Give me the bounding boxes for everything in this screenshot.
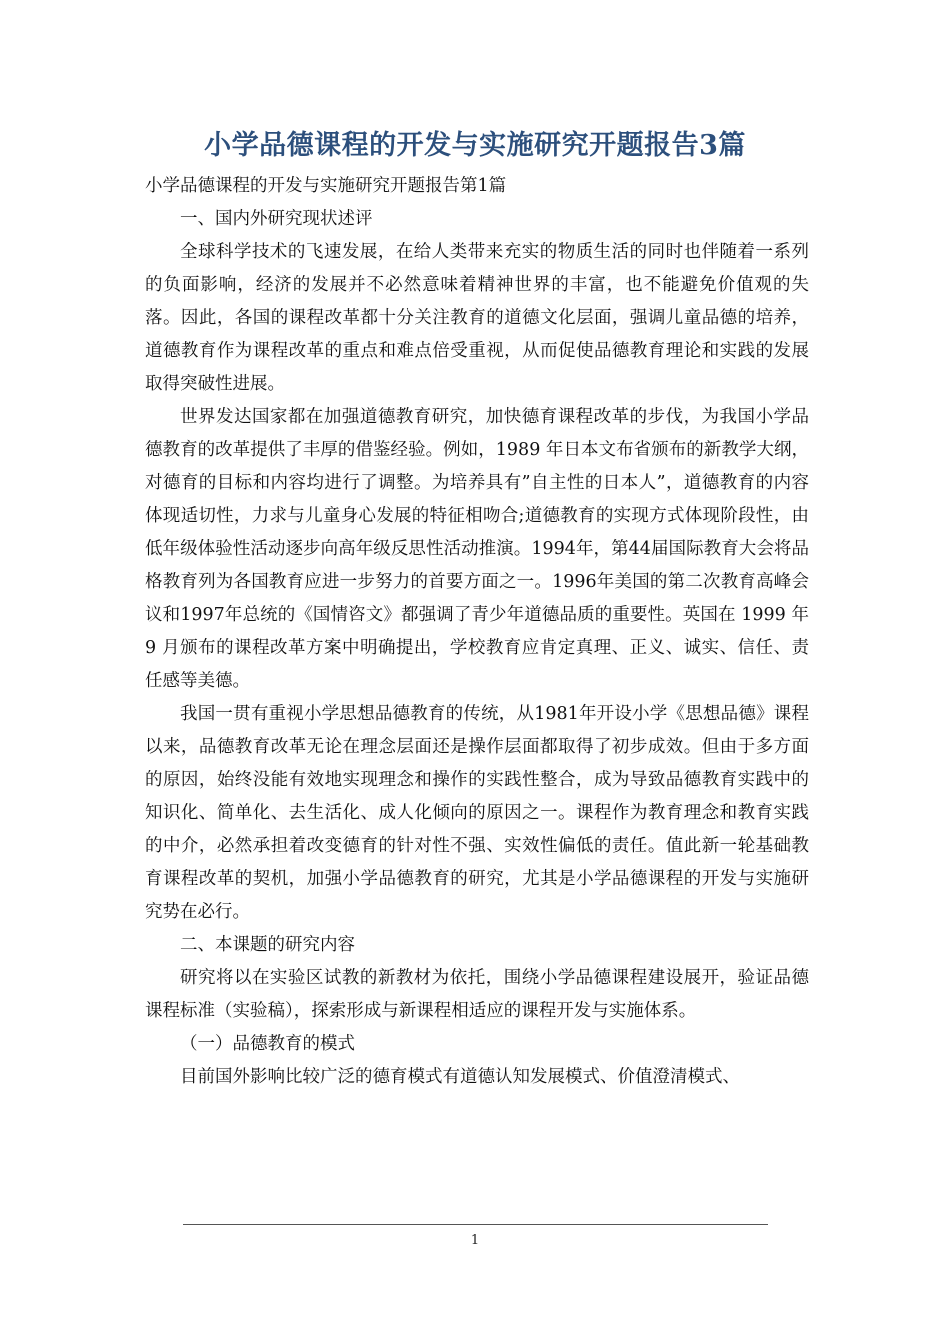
- paragraph-research-content: 研究将以在实验区试教的新教材为依托，围绕小学品德课程建设展开，验证品德课程标准（实验稿），探索形成与新课程相适应的课程开发与实施体系。: [145, 968, 809, 1021]
- paragraph-china-tradition: 我国一贯有重视小学思想品德教育的传统，从1981年开设小学《思想品德》课程以来，品德教育改革无论在理念层面还是操作层面都取得了初步成效。但由于多方面的原因，始终没能有效地实现理念和操作的实践性整合，成为导致品德教育实践中的知识化、简单化、去生活化、成人化倾向的原因之一。课程作为教育理念和教育实践的中介，必然承担着改变德育的针对性不强、实效性偏低的责任。值此新一轮基础教育课程改革的契机，加强小学品德教育的研究，尤其是小学品德课程的开发与实施研究势在必行。: [145, 704, 809, 922]
- document-body: [145, 170, 809, 1094]
- paragraph-global-development: 全球科学技术的飞速发展，在给人类带来充实的物质生活的同时也伴随着一系列的负面影响，经济的发展并不必然意味着精神世界的丰富，也不能避免价值观的失落。因此，各国的课程改革都十分关注教育的道德文化层面，强调儿童品德的培养，道德教育作为课程改革的重点和难点倍受重视，从而促使品德教育理论和实践的发展取得突破性进展。: [145, 242, 809, 394]
- subsection-heading-moral-education-model: （一）品德教育的模式: [180, 1034, 355, 1054]
- section-heading-research-content: 二、本课题的研究内容: [180, 935, 355, 955]
- document-subtitle: 小学品德课程的开发与实施研究开题报告第1篇: [145, 176, 507, 196]
- paragraph-foreign-models: 目前国外影响比较广泛的德育模式有道德认知发展模式、价值澄清模式、: [180, 1067, 740, 1087]
- document-title: 小学品德课程的开发与实施研究开题报告3篇: [204, 130, 746, 162]
- paragraph-developed-countries: 世界发达国家都在加强道德教育研究，加快德育课程改革的步伐，为我国小学品德教育的改革提供了丰厚的借鉴经验。例如，1989 年日本文布省颁布的新教学大纲，对德育的目标和内容均进行了调整。为培养具有”自主性的日本人”，道德教育的内容体现适切性，力求与儿童身心发展的特征相吻合;道德教育的实现方式体现阶段性，由低年级体验性活动逐步向高年级反思性活动推演。1994年，第44届国际教育大会将品格教育列为各国教育应进一步努力的首要方面之一。1996年美国的第二次教育高峰会议和1997年总统的《国情咨文》都强调了青少年道德品质的重要性。英国在 1999 年 9 月颁布的课程改革方案中明确提出，学校教育应肯定真理、正义、诚实、信任、责任感等美德。: [145, 407, 809, 691]
- footer-divider: [183, 1224, 768, 1225]
- page-number: 1: [470, 1233, 480, 1248]
- section-heading-research-status: 一、国内外研究现状述评: [180, 209, 373, 229]
